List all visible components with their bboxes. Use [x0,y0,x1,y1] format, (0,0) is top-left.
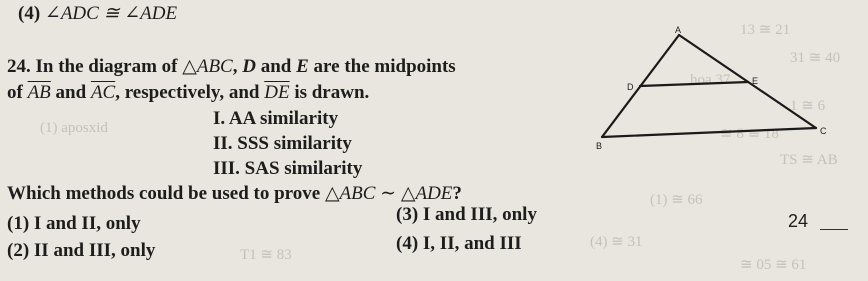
question-number: 24. [7,56,31,77]
similarity-statement: △ABC ∼ △ADE [324,183,453,204]
vertex-label-b: B [596,141,603,151]
segment-ac: $\overline{AC}$ [90,82,116,103]
method-sas: III. SAS similarity [213,158,363,179]
previous-statement: ∠ADC ≅ ∠ADE [44,3,178,24]
choice-4[interactable]: (4) I, II, and III [396,233,522,254]
ghost-text: ≅ 8 ≅ 18 [720,126,779,142]
side-bc [602,128,816,137]
vertex-label-c: C [820,126,826,136]
choice-1[interactable]: (1) I and II, only [7,213,141,234]
segment-ab: $\overline{AB}$ [27,82,51,103]
answer-blank[interactable] [820,229,848,230]
method-aa: I. AA similarity [213,108,339,129]
method-sss: II. SSS similarity [213,133,352,154]
ghost-text: 13 ≅ 21 [740,22,791,38]
triangle-abc: △ABC [182,56,233,77]
ghost-text: hoa 37 [690,72,731,88]
segment-de: $\overline{DE}$ [264,82,290,103]
triangle-diagram [596,25,826,175]
vertex-label-e: E [752,76,759,86]
choice-2[interactable]: (2) II and III, only [7,240,156,261]
vertex-label-d: D [627,82,634,92]
ghost-text: 31 ≅ 40 [790,50,841,66]
ghost-text: 1 ≅ 6 [790,98,826,114]
answer-number: 24 [788,211,809,231]
vertex-label-a: A [675,25,682,35]
midsegment-de [640,82,748,86]
question-stem-line-2: of $\overline{AB}$ and $\overline{AC}$, respectively, and $\overline{DE}$ is drawn. [7,82,370,103]
previous-item: (4) ∠ADC ≅ ∠ADE [18,3,178,24]
question-prompt: Which methods could be used to prove △ABC ∼ △ADE? [7,183,462,204]
ghost-text: (1) aposxid [40,120,108,136]
ghost-text: T1 ≅ 83 [240,247,292,263]
ghost-text: (1) ≅ 66 [650,192,703,208]
ghost-text: ≅ 05 ≅ 61 [740,257,807,273]
ghost-text: (4) ≅ 31 [590,234,643,250]
choice-3[interactable]: (3) I and III, only [396,204,537,225]
ghost-text: TS ≅ AB [780,152,838,168]
question-stem-line-1: 24. In the diagram of △ABC, D and E are the midpoints [7,56,456,77]
